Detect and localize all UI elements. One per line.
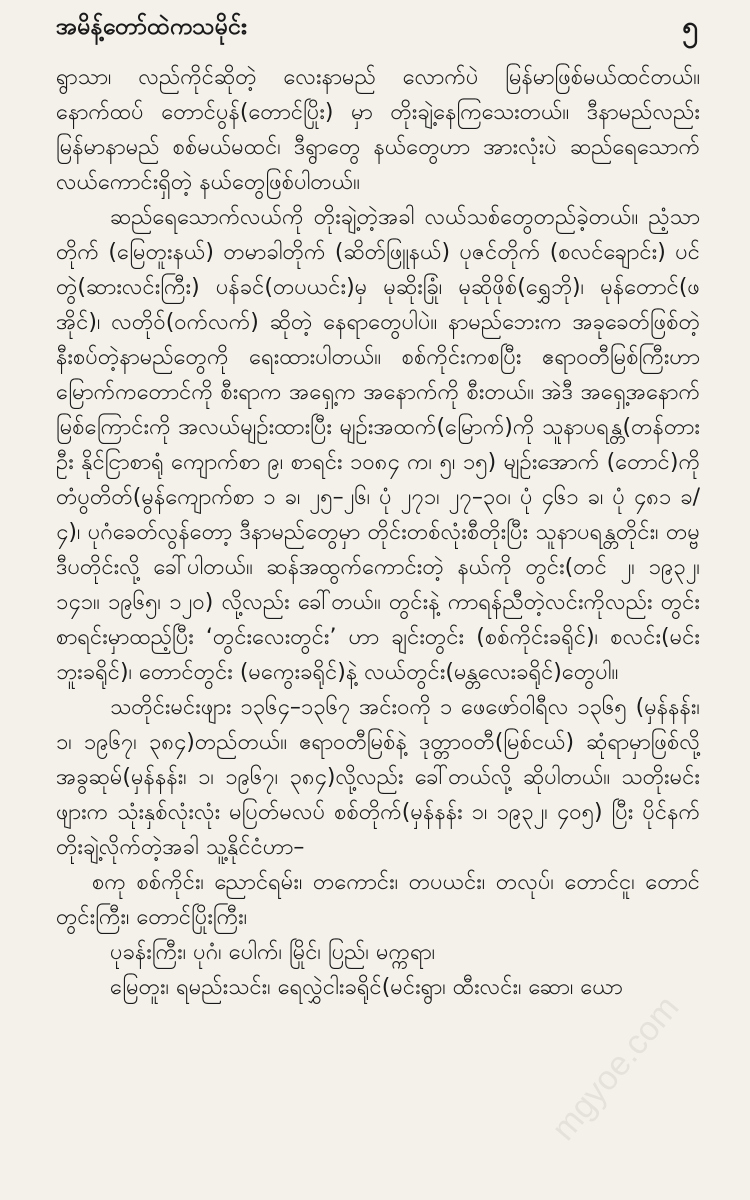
- paragraph-new-fields: ဆည်ရေသောက်လယ်ကို တိုးချဲ့တဲ့အခါ လယ်သစ်တွေတည်ခဲ့တယ်။ ညံ့သာတိုက် (မြေတူးနယ်) တမာခါတိုက် (ဆိတ်ဖြူနယ်) ပုဇင်တိုက် (စလင်ချောင်း) ပင်တွဲ(ဆားလင်းကြီး) ပန်ခင်(တပယင်း)မှ မုဆိုးခြုံ၊ မုဆိုဖိုစ်(ရွှေဘို)၊ မုန်တောင်(ဖအိုင်)၊ လတိုဝ်(ဝက်လက်) ဆိုတဲ့ နေရာတွေပါပဲ။ နာမည်ဘေးက အခုခေတ်ဖြစ်တဲ့ နီးစပ်တဲ့နာမည်တွေကို ရေးထားပါတယ်။ စစ်ကိုင်းကစပြီး ဧရာဝတီမြစ်ကြီးဟာ မြောက်ကတောင်ကို စီးရာက အရှေ့က အနောက်ကို စီးတယ်။ အဲဒီ အရှေ့အနောက်မြစ်ကြောင်းကို အလယ်မျဉ်းထားပြီး မျဉ်းအထက်(မြောက်)ကို သူနာပရန္တ(တန်တားဦး နိုင်ငြာစာရုံ ကျောက်စာ ၉၊ စာရင်း ၁၀၈၄ က၊ ၅၊ ၁၅) မျဉ်းအောက် (တောင်)ကို တံပွတိတ်(မွန်ကျောက်စာ ၁ ခ၊ ၂၅–၂၆၊ ပုံ ၂၇၁၊ ၂၇–၃၀၊ ပုံ ၄၆၁ ခ၊ ပုံ ၄၈၁ ခ/၄)၊ ပုဂံခေတ်လွန်တော့ ဒီနာမည်တွေမှာ တိုင်းတစ်လုံးစီတိုးပြီး သူနာပရန္တတိုင်း၊ တမ္ဗဒီပတိုင်းလို့ ခေါ်ပါတယ်။ ဆန်အထွက်ကောင်းတဲ့ နယ်ကို တွင်း(တင် ၂၊ ၁၉၃၂၊ ၁၄၁။ ၁၉၆၅၊ ၁၂၀) လို့လည်း ခေါ်တယ်။ တွင်းနဲ့ ကာရန်ညီတဲ့လင်းကိုလည်း တွင်းစာရင်းမှာထည့်ပြီး ‘တွင်းလေးတွင်း’ ဟာ ချင်းတွင်း (စစ်ကိုင်းခရိုင်)၊ စလင်း(မင်းဘူးခရိုင်)၊ တောင်တွင်း (မကွေးခရိုင်)နဲ့ လယ်တွင်း(မန္တလေးခရိုင်)တွေပါ။: [56, 205, 700, 685]
- page-header: [56, 6, 700, 52]
- paragraph-list-1: စကု စစ်ကိုင်း၊ ညောင်ရမ်း၊ တကောင်း၊ တပယင်း၊ တလုပ်၊ တောင်ငူ၊ တောင်တွင်းကြီး၊ တောင်ပြိုးကြီး၊: [56, 870, 700, 930]
- paragraph-list-3: မြေတူး၊ ရမည်းသင်း၊ ရေလွှဲငါးခရိုင်(မင်းရွာ၊ ထီးလင်း၊ ဆော၊ ယော: [110, 975, 623, 1000]
- paragraph-thadominbya: သတိုင်းမင်းဖျား ၁၃၆၄–၁၃၆၇ အင်းဝကို ၁ ဖေဖော်ဝါရီလ ၁၃၆၅ (မှန်နန်း၊ ၁၊ ၁၉၆၇၊ ၃၈၄)တည်တယ်။ ဧရာဝတီမြစ်နဲ့ ဒုတ္တာဝတီ(မြစ်ငယ်) ဆုံရာမှာဖြစ်လို့ အခွဆုမ်(မှန်နန်း၊ ၁၊ ၁၉၆၇၊ ၃၈၄)လို့လည်း ခေါ်တယ်လို့ ဆိုပါတယ်။ သတိုးမင်းဖျားက သုံးနှစ်လုံးလုံး မပြတ်မလပ် စစ်တိုက်(မှန်နန်း ၁၊ ၁၉၃၂၊ ၄၀၅) ပြီး ပိုင်နက်တိုးချဲ့လိုက်တဲ့အခါ သူ့နိုင်ငံဟာ–: [56, 695, 700, 860]
- paragraph-intro: ရွာသာ၊ လည်ကိုင်ဆိုတဲ့ လေးနာမည် လောက်ပဲ မြန်မာဖြစ်မယ်ထင်တယ်။ နောက်ထပ် တောင်ပွန်(တောင်ပြိုး) မှာ တိုးချဲ့နေကြသေးတယ်။ ဒီနာမည်လည်း မြန်မာနာမည် စစ်မယ်မထင်၊ ဒီရွာတွေ နယ်တွေဟာ အားလုံးပဲ ဆည်ရေသောက် လယ်ကောင်းရှိတဲ့ နယ်တွေဖြစ်ပါတယ်။: [56, 65, 700, 195]
- watermark: mgyoe.com: [544, 988, 687, 1148]
- body-text: [56, 60, 700, 1005]
- page-number: ၅: [682, 10, 698, 43]
- paragraph-list-2: ပုခန်းကြီး၊ ပုဂံ၊ ပေါက်၊ မြိုင်၊ ပြည်၊ မက္ကရာ၊: [110, 940, 436, 965]
- running-title: အမိန့်တော်ထဲကသမိုင်း: [56, 14, 248, 40]
